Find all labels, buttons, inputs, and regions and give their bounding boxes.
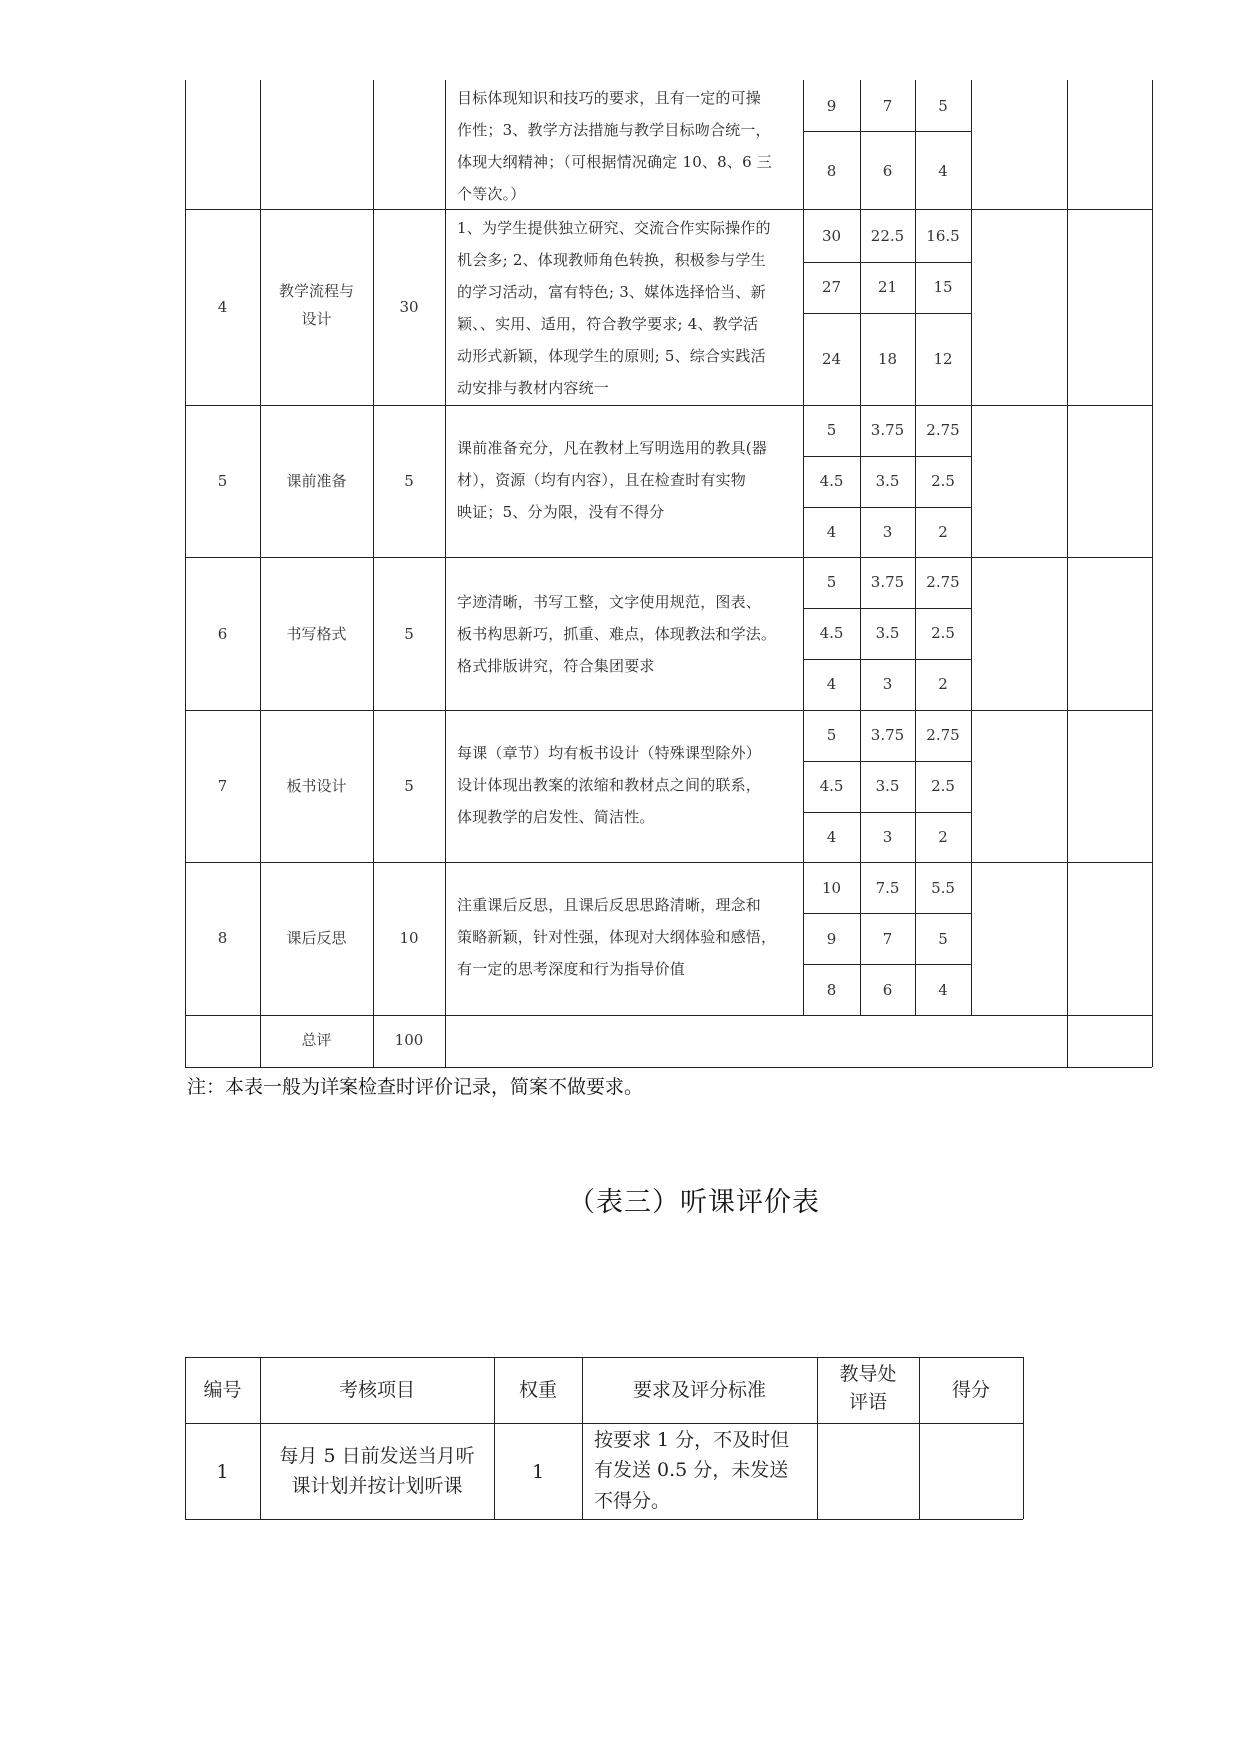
- requirement-line: 体现大纲精神；（可根据情况确定 10、8、6 三: [457, 153, 773, 171]
- requirement-text: [457, 82, 797, 210]
- score-subrow-line: [803, 608, 971, 609]
- table-col-divider: [803, 80, 804, 1015]
- table-border-left: [185, 80, 186, 1067]
- table-col-divider: [915, 80, 916, 1015]
- score-value: 3.75: [870, 421, 905, 439]
- row-item: 书写格式: [286, 625, 347, 643]
- score-value: 3: [882, 523, 893, 541]
- score-value: 4: [826, 828, 837, 846]
- table-col-divider: [971, 80, 972, 1015]
- row-item-line: 课计划并按计划听课: [291, 1475, 463, 1498]
- score-value: 2.75: [926, 726, 960, 744]
- requirement-line: 有一定的思考深度和行为指导价值: [457, 960, 686, 978]
- row-number: 8: [217, 929, 228, 947]
- score-subrow-line: [803, 913, 971, 914]
- score-subrow-line: [803, 131, 971, 132]
- row-weight: 30: [399, 298, 419, 316]
- table-col-divider: [1067, 80, 1068, 1067]
- requirement-line: 1、为学生提供独立研究、交流合作实际操作的: [457, 219, 771, 237]
- requirement-line: 体现教学的启发性、简洁性。: [457, 808, 655, 826]
- header-criteria: 要求及评分标准: [632, 1379, 766, 1401]
- header-separator: [185, 1423, 1023, 1424]
- header-comment: [817, 1361, 919, 1416]
- header-no: 编号: [203, 1379, 242, 1401]
- score-subrow-line: [803, 313, 971, 314]
- score-value: 7.5: [875, 879, 900, 897]
- row-separator: [185, 862, 1152, 863]
- requirement-line: 个等次。）: [457, 185, 526, 203]
- criteria-line: 有发送 0.5 分，未发送: [594, 1459, 789, 1482]
- table3-title: （表三）听课评价表: [568, 1187, 820, 1218]
- score-value: 4: [826, 523, 837, 541]
- requirement-line: 每课（章节）均有板书设计（特殊课型除外）: [457, 744, 762, 762]
- score-value: 2.75: [926, 573, 960, 591]
- table-col-divider: [260, 80, 261, 1067]
- table-border-bottom: [185, 1067, 1152, 1068]
- table-note: 注：本表一般为详案检查时评价记录，简案不做要求。: [187, 1076, 644, 1098]
- score-value: 5: [826, 421, 837, 439]
- requirement-line: 注重课后反思，且课后反思思路清晰，理念和: [457, 896, 762, 914]
- requirement-line: 材），资源（均有内容），且在检查时有实物: [457, 471, 747, 489]
- row-number: 6: [217, 625, 228, 643]
- requirement-line: 格式排版讲究，符合集团要求: [457, 657, 655, 675]
- score-value: 9: [826, 97, 837, 115]
- header-weight: 权重: [518, 1379, 557, 1401]
- header-comment-line: 教导处: [839, 1363, 897, 1385]
- score-subrow-line: [803, 507, 971, 508]
- requirement-text: [457, 737, 797, 833]
- score-value: 21: [877, 278, 898, 296]
- row-separator: [185, 557, 1152, 558]
- row-number: 5: [217, 472, 228, 490]
- score-value: 8: [826, 162, 837, 180]
- score-value: 4: [826, 675, 837, 693]
- score-value: 4.5: [819, 472, 844, 490]
- score-value: 4.5: [819, 624, 844, 642]
- score-value: 5: [826, 726, 837, 744]
- row-item: [260, 1441, 494, 1502]
- row-number: 1: [216, 1461, 229, 1483]
- score-subrow-line: [803, 761, 971, 762]
- criteria-line: 不得分。: [594, 1489, 671, 1512]
- row-separator: [185, 405, 1152, 406]
- score-value: 27: [821, 278, 842, 296]
- requirement-line: 目标体现知识和技巧的要求，且有一定的可操: [457, 89, 762, 107]
- row-item-line: 设计: [301, 310, 332, 328]
- score-value: 5: [938, 97, 948, 115]
- score-value: 4.5: [819, 777, 844, 795]
- row-weight: 5: [404, 777, 414, 795]
- score-value: 2.5: [931, 777, 955, 795]
- row-item-line: 教学流程与: [278, 282, 354, 300]
- score-value: 2: [938, 523, 948, 541]
- requirement-line: 映证；5、分为限，没有不得分: [457, 503, 665, 521]
- score-value: 2.5: [931, 624, 955, 642]
- row-item: 课前准备: [286, 472, 347, 490]
- requirement-text: [457, 586, 797, 682]
- row-number: 7: [217, 777, 228, 795]
- score-value: 2.75: [926, 421, 960, 439]
- score-value: 6: [882, 981, 893, 999]
- row-item: 板书设计: [286, 777, 347, 795]
- table-border-right: [1152, 80, 1153, 1067]
- row-weight: 10: [399, 929, 419, 947]
- total-label: 总评: [301, 1031, 332, 1049]
- score-value: 18: [877, 350, 898, 368]
- score-value: 12: [933, 350, 953, 368]
- header-score: 得分: [951, 1379, 990, 1401]
- score-value: 4: [938, 981, 948, 999]
- requirement-line: 动安排与教材内容统一: [457, 379, 610, 397]
- score-value: 30: [821, 227, 842, 245]
- score-value: 4: [938, 162, 948, 180]
- score-value: 7: [882, 930, 893, 948]
- score-value: 5: [826, 573, 837, 591]
- requirement-line: 作性；3、教学方法措施与教学目标吻合统一，: [457, 121, 771, 139]
- table-col-divider: [860, 80, 861, 1015]
- requirement-text: [457, 432, 797, 528]
- table-border-top: [185, 1357, 1023, 1358]
- criteria-line: 按要求 1 分，不及时但: [594, 1429, 790, 1451]
- score-value: 22.5: [870, 227, 905, 245]
- requirement-line: 机会多; 2、体现教师角色转换，积极参与学生: [457, 251, 766, 269]
- row-criteria: [594, 1425, 814, 1516]
- requirement-line: 板书构思新巧，抓重、难点，体现教法和学法。: [457, 625, 777, 643]
- requirement-line: 策略新颖，针对性强，体现对大纲体验和感悟，: [457, 928, 777, 946]
- score-value: 3: [882, 675, 893, 693]
- table-col-divider: [445, 80, 446, 1067]
- score-subrow-line: [803, 456, 971, 457]
- score-value: 3: [882, 828, 893, 846]
- total-weight: 100: [394, 1031, 424, 1049]
- requirement-line: 颖、、实用、适用，符合教学要求; 4、教学活: [457, 315, 759, 333]
- score-value: 3.5: [875, 777, 900, 795]
- score-value: 24: [821, 350, 842, 368]
- table-border-bottom: [185, 1519, 1023, 1520]
- row-item: 课后反思: [286, 929, 347, 947]
- score-value: 10: [821, 879, 842, 897]
- requirement-line: 设计体现出教案的浓缩和教材点之间的联系，: [457, 776, 762, 794]
- requirement-text: [457, 889, 797, 985]
- score-value: 5: [938, 930, 948, 948]
- requirement-line: 课前准备充分，凡在教材上写明选用的教具(器: [457, 439, 768, 457]
- row-number: 4: [217, 298, 228, 316]
- score-value: 2.5: [931, 472, 955, 490]
- requirement-text: [457, 212, 797, 404]
- header-item: 考核项目: [338, 1379, 415, 1401]
- score-subrow-line: [803, 964, 971, 965]
- row-weight: 5: [404, 472, 414, 490]
- row-item: [260, 277, 373, 333]
- score-value: 5.5: [931, 879, 955, 897]
- row-weight: 1: [531, 1461, 545, 1483]
- score-value: 3.75: [870, 573, 905, 591]
- score-value: 16.5: [926, 227, 960, 245]
- score-value: 6: [882, 162, 893, 180]
- score-value: 2: [938, 828, 948, 846]
- score-subrow-line: [803, 659, 971, 660]
- score-value: 3.5: [875, 472, 900, 490]
- row-item-line: 每月 5 日前发送当月听: [279, 1445, 475, 1467]
- score-value: 3.5: [875, 624, 900, 642]
- score-value: 8: [826, 981, 837, 999]
- score-value: 9: [826, 930, 837, 948]
- requirement-line: 动形式新颖，体现学生的原则; 5、综合实践活: [457, 347, 766, 365]
- table-col-divider: [373, 80, 374, 1067]
- score-subrow-line: [803, 262, 971, 263]
- row-separator: [185, 1015, 1152, 1016]
- score-value: 2: [938, 675, 948, 693]
- header-comment-line: 评语: [848, 1390, 887, 1413]
- row-separator: [185, 710, 1152, 711]
- score-value: 7: [882, 97, 893, 115]
- requirement-line: 字迹清晰，书写工整，文字使用规范，图表、: [457, 593, 762, 611]
- table-border-right: [1023, 1357, 1024, 1519]
- score-value: 3.75: [870, 726, 905, 744]
- requirement-line: 的学习活动，富有特色; 3、媒体选择恰当、新: [457, 283, 766, 301]
- score-value: 15: [933, 278, 953, 296]
- row-weight: 5: [404, 625, 414, 643]
- score-subrow-line: [803, 812, 971, 813]
